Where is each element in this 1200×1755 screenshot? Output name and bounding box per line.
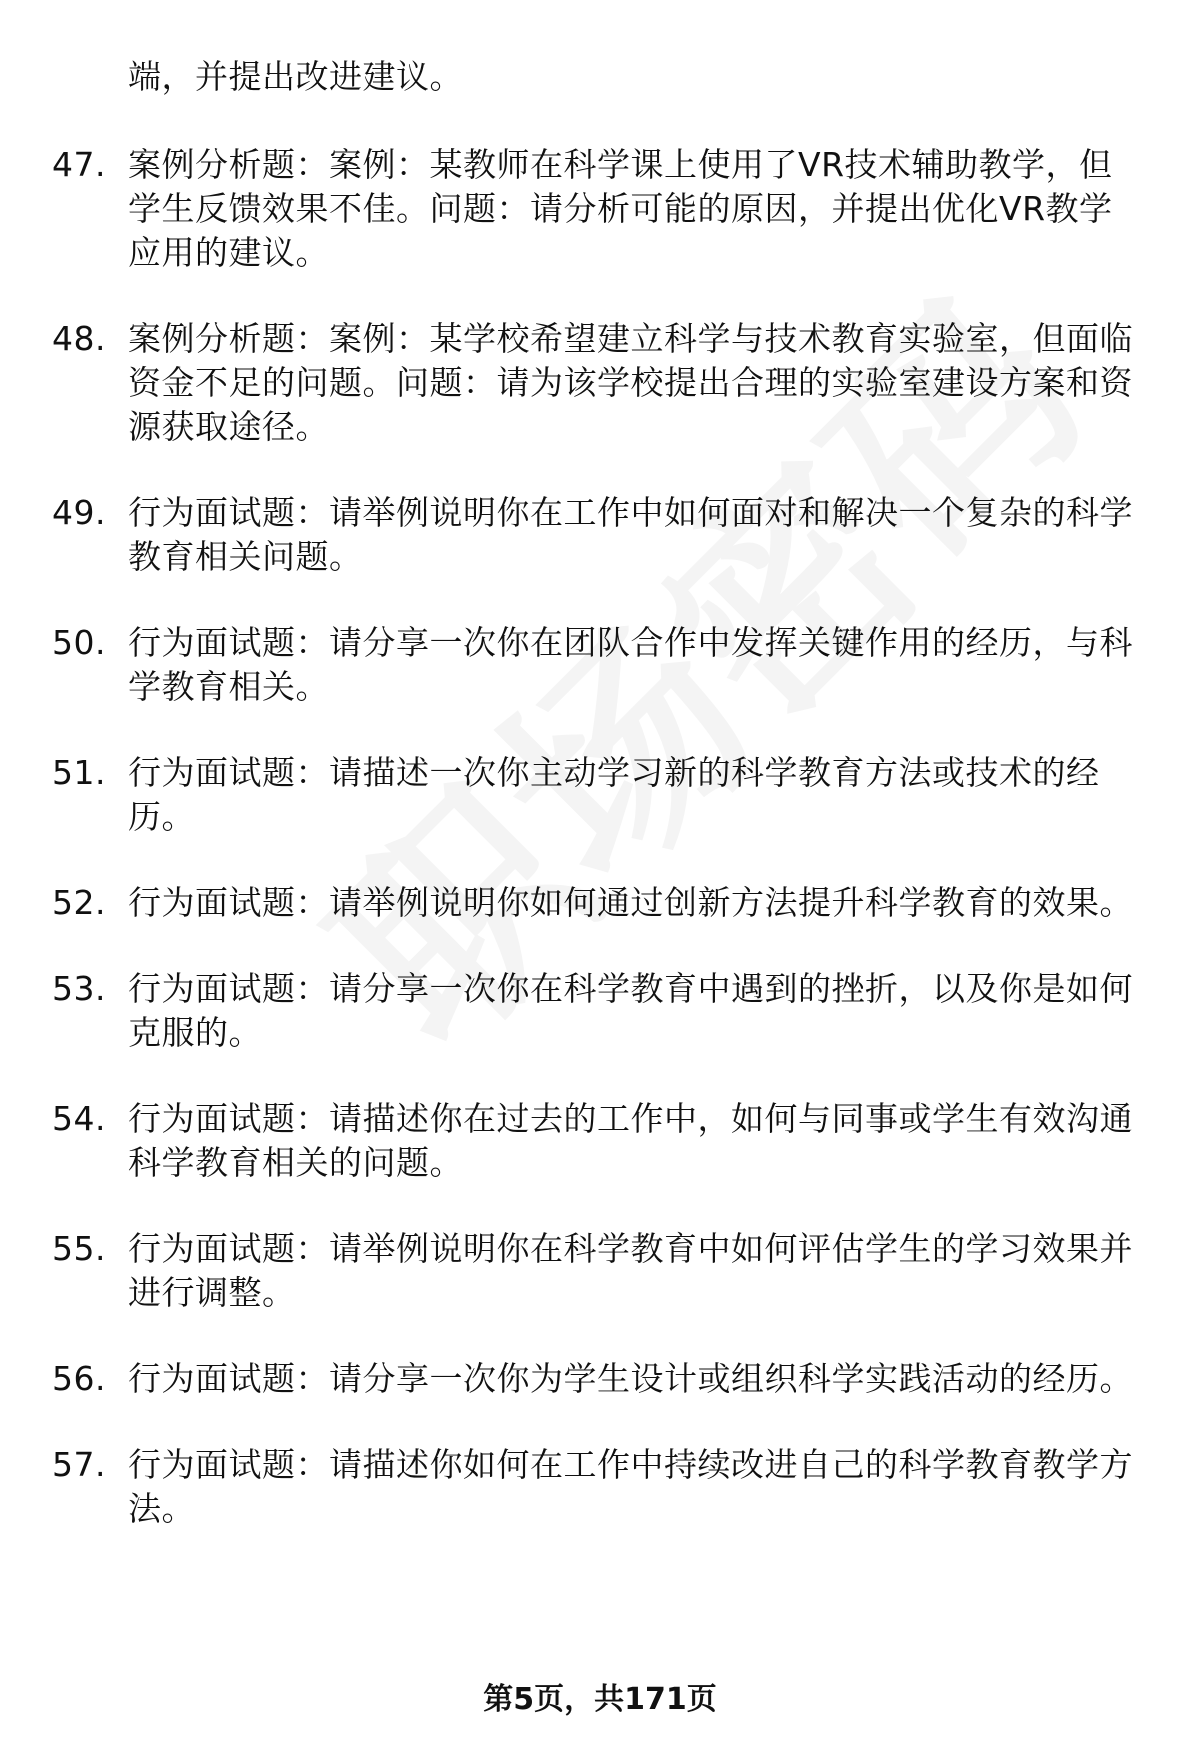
question-item: [0, 881, 1138, 925]
question-text: 行为面试题：请描述你如何在工作中持续改进自己的科学教育教学方法。: [128, 1445, 1133, 1528]
question-number: 49.: [52, 493, 106, 532]
question-number: 53.: [52, 969, 106, 1008]
question-text: 行为面试题：请分享一次你为学生设计或组织科学实践活动的经历。: [128, 1359, 1133, 1398]
question-text: 行为面试题：请举例说明你在工作中如何面对和解决一个复杂的科学教育相关问题。: [128, 493, 1133, 576]
question-text: 行为面试题：请描述一次你主动学习新的科学教育方法或技术的经历。: [128, 753, 1100, 836]
question-item: [0, 1097, 1138, 1185]
question-number: 51.: [52, 753, 106, 792]
question-item: [0, 967, 1138, 1055]
question-text: 行为面试题：请描述你在过去的工作中，如何与同事或学生有效沟通科学教育相关的问题。: [128, 1099, 1133, 1182]
question-number: 55.: [52, 1229, 106, 1268]
question-item: [0, 751, 1138, 839]
question-number: 48.: [52, 319, 106, 358]
question-item: [0, 143, 1138, 275]
question-number: 52.: [52, 883, 106, 922]
question-number: 47.: [52, 145, 106, 184]
question-text: 案例分析题：案例：某教师在科学课上使用了VR技术辅助教学，但学生反馈效果不佳。问题：请分析可能的原因，并提出优化VR教学应用的建议。: [128, 145, 1113, 272]
question-item: [0, 1443, 1138, 1531]
continued-question-text: 端，并提出改进建议。: [128, 57, 463, 96]
question-number: 54.: [52, 1099, 106, 1138]
question-item: [0, 621, 1138, 709]
question-number: 56.: [52, 1359, 106, 1398]
question-text: 行为面试题：请举例说明你在科学教育中如何评估学生的学习效果并进行调整。: [128, 1229, 1133, 1312]
question-list: [0, 143, 1200, 1573]
page-footer: 第5页，共171页: [483, 1682, 717, 1717]
question-item: [0, 491, 1138, 579]
question-text: 案例分析题：案例：某学校希望建立科学与技术教育实验室，但面临资金不足的问题。问题：请为该学校提出合理的实验室建设方案和资源获取途径。: [128, 319, 1133, 446]
question-text: 行为面试题：请分享一次你在科学教育中遇到的挫折，以及你是如何克服的。: [128, 969, 1133, 1052]
question-number: 57.: [52, 1445, 106, 1484]
question-text: 行为面试题：请举例说明你如何通过创新方法提升科学教育的效果。: [128, 883, 1133, 922]
question-text: 行为面试题：请分享一次你在团队合作中发挥关键作用的经历，与科学教育相关。: [128, 623, 1133, 706]
question-item: [0, 317, 1138, 449]
question-item: [0, 1227, 1138, 1315]
question-item: [0, 1357, 1138, 1401]
question-number: 50.: [52, 623, 106, 662]
